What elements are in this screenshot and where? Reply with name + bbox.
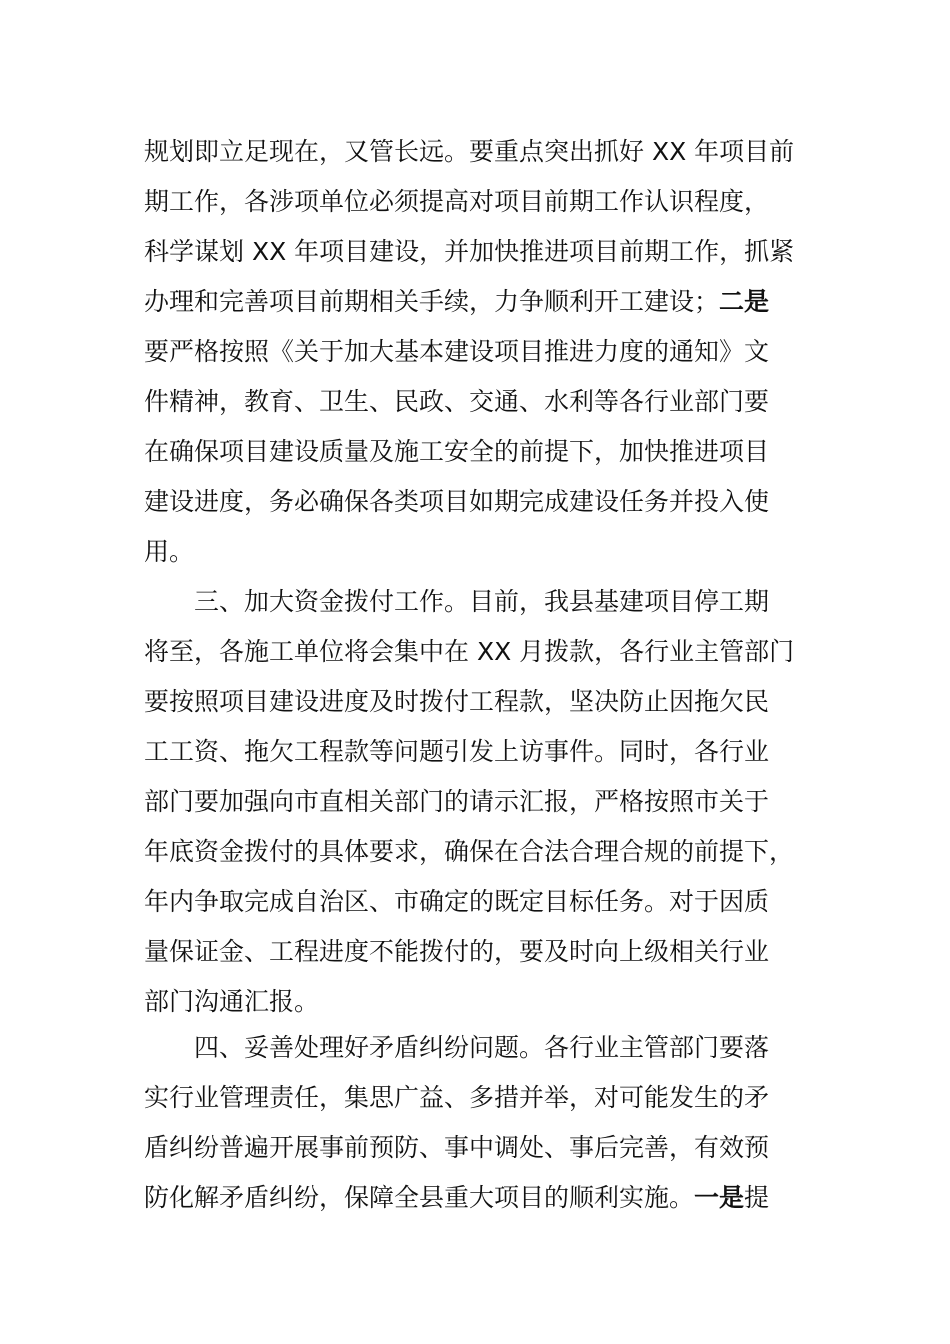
text-line: 要按照项目建设进度及时拨付工程款，坚决防止因拖欠民 [144, 687, 770, 716]
text-line: 部门沟通汇报。 [144, 987, 320, 1016]
text-line: 四、妥善处理好矛盾纠纷问题。各行业主管部门要落 [194, 1033, 770, 1062]
text-line: 建设进度，务必确保各类项目如期完成建设任务并投入使 [144, 487, 770, 516]
text-segment: 提 [744, 1183, 770, 1212]
text-line: 年底资金拨付的具体要求，确保在合法合理合规的前提下， [144, 837, 795, 866]
text-line: 量保证金、工程进度不能拨付的，要及时向上级相关行业 [144, 937, 770, 966]
paragraph-2 [144, 577, 808, 1027]
text-line: 期工作，各涉项单位必须提高对项目前期工作认识程度， [144, 187, 770, 216]
text-line [144, 277, 808, 327]
text-line: 盾纠纷普遍开展事前预防、事中调处、事后完善，有效预 [144, 1133, 770, 1162]
bold-marker: 一是 [694, 1183, 745, 1212]
text-line: 将至，各施工单位将会集中在 XX 月拨款，各行业主管部门 [144, 637, 795, 666]
text-line: 件精神，教育、卫生、民政、交通、水利等各行业部门要 [144, 387, 770, 416]
paragraph-1 [144, 127, 808, 577]
text-line: 部门要加强向市直相关部门的请示汇报，严格按照市关于 [144, 787, 770, 816]
text-line: 要严格按照《关于加大基本建设项目推进力度的通知》文 [144, 337, 770, 366]
text-line: 年内争取完成自治区、市确定的既定目标任务。对于因质 [144, 887, 770, 916]
text-line: 科学谋划 XX 年项目建设，并加快推进项目前期工作，抓紧 [144, 237, 795, 266]
text-line: 工工资、拖欠工程款等问题引发上访事件。同时，各行业 [144, 737, 770, 766]
text-segment: 防化解矛盾纠纷，保障全县重大项目的顺利实施。 [144, 1183, 695, 1212]
text-line: 三、加大资金拨付工作。目前，我县基建项目停工期 [194, 587, 770, 616]
text-segment: 办理和完善项目前期相关手续，力争顺利开工建设； [144, 287, 720, 316]
text-line: 用。 [144, 537, 195, 566]
text-line: 规划即立足现在，又管长远。要重点突出抓好 XX 年项目前 [144, 137, 795, 166]
text-line [144, 1173, 808, 1223]
text-line: 实行业管理责任，集思广益、多措并举，对可能发生的矛 [144, 1083, 770, 1112]
paragraph-3 [144, 1023, 808, 1223]
bold-marker: 二是 [719, 287, 770, 316]
text-line: 在确保项目建设质量及施工安全的前提下，加快推进项目 [144, 437, 770, 466]
